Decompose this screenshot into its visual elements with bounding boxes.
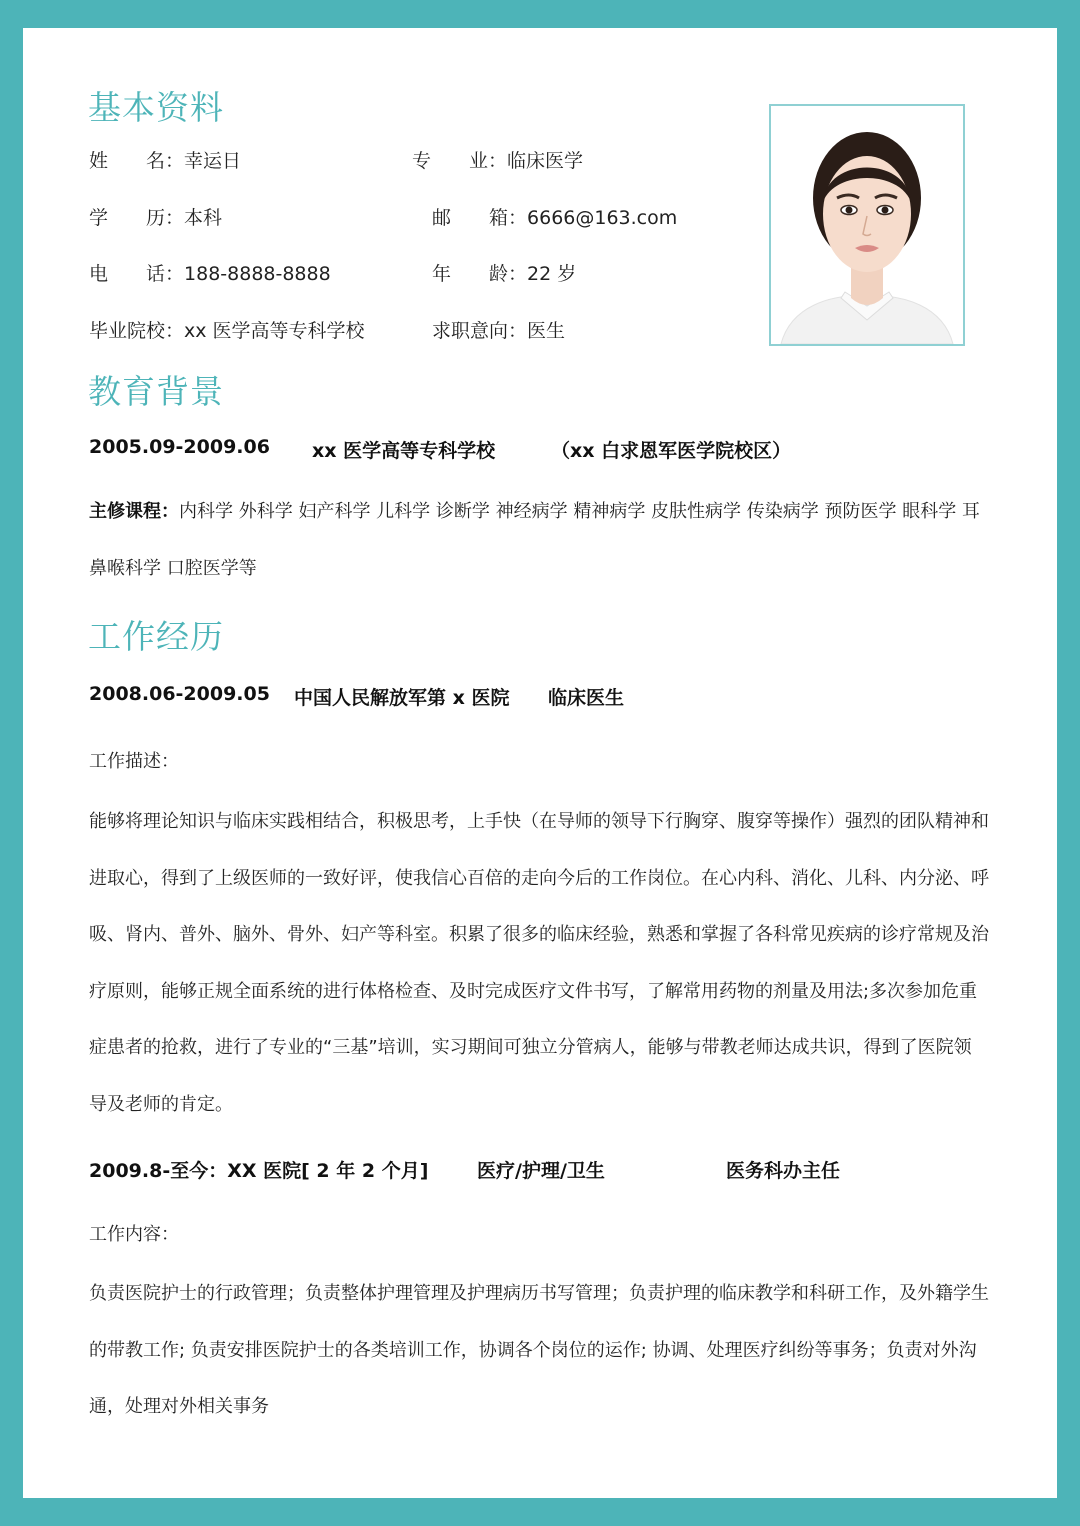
field-phone xyxy=(89,259,331,286)
field-label: 毕业院校： xyxy=(89,320,185,342)
section-title-education: 教育背景 xyxy=(88,372,224,411)
field-label: 年 龄： xyxy=(432,263,528,285)
field-value: 188-8888-8888 xyxy=(184,263,331,285)
portrait-icon xyxy=(771,106,963,344)
field-major xyxy=(412,146,583,173)
field-value: xx 医学高等专科学校 xyxy=(184,320,365,342)
field-label: 邮 箱： xyxy=(432,207,528,229)
field-value: 医生 xyxy=(527,320,566,342)
field-label: 专 业： xyxy=(412,150,508,172)
education-school: xx 医学高等专科学校 xyxy=(312,440,496,462)
field-label: 姓 名： xyxy=(89,150,185,172)
resume-page xyxy=(23,28,1057,1498)
field-label: 电 话： xyxy=(89,263,185,285)
job-org: 医疗/护理/卫生 xyxy=(477,1160,605,1182)
field-value: 22 岁 xyxy=(527,263,577,285)
job-desc-label: 工作内容： xyxy=(89,1224,179,1245)
job-desc-text: 能够将理论知识与临床实践相结合，积极思考，上手快（在导师的领导下行胸穿、腹穿等操作）强烈的团队精神和进取心，得到了上级医师的一致好评，使我信心百倍的走向今后的工作岗位。在心内科、消化、儿科、内分泌、呼吸、肾内、普外、脑外、骨外、妇产等科室。积累了很多的临床经验，熟悉和掌握了各科常见疾病的诊疗常规及治疗原则，能够正规全面系统的进行体格检查、及时完成医疗文件书写，了解常用药物的剂量及用法;多次参加危重症患者的抢救，进行了专业的“三基”培训，实习期间可独立分管病人，能够与带教老师达成共识，得到了医院领导及老师的肯定。 xyxy=(89,811,989,1115)
field-objective xyxy=(432,316,565,343)
field-value: 6666@163.com xyxy=(527,207,678,229)
field-name xyxy=(89,146,241,173)
section-title-work: 工作经历 xyxy=(88,617,224,656)
field-label: 求职意向： xyxy=(432,320,528,342)
courses-label: 主修课程： xyxy=(89,501,179,522)
field-label: 学 历： xyxy=(89,207,185,229)
job-desc-text: 负责医院护士的行政管理；负责整体护理管理及护理病历书写管理；负责护理的临床教学和科研工作，及外籍学生的带教工作; 负责安排医院护士的各类培训工作，协调各个岗位的运作; 协调、处理医疗纠纷等事务；负责对外沟通，处理对外相关事务 xyxy=(89,1283,989,1417)
job-period: 2009.8-至今：XX 医院[ 2 年 2 个月] xyxy=(89,1160,429,1182)
courses-text: 内科学 外科学 妇产科学 儿科学 诊断学 神经病学 精神病学 皮肤性病学 传染病学 预防医学 眼科学 耳鼻喉科学 口腔医学等 xyxy=(89,501,980,579)
field-value: 本科 xyxy=(184,207,223,229)
education-campus: （xx 白求恩军医学院校区） xyxy=(551,440,792,462)
job-role: 临床医生 xyxy=(548,687,625,709)
job-period: 2008.06-2009.05 xyxy=(89,683,270,705)
education-period: 2005.09-2009.06 xyxy=(89,436,270,458)
education-courses xyxy=(89,484,989,597)
job-desc-label: 工作描述： xyxy=(89,751,179,772)
section-title-basic: 基本资料 xyxy=(88,88,224,127)
field-degree xyxy=(89,203,222,230)
job-role: 医务科办主任 xyxy=(726,1160,841,1182)
portrait-photo xyxy=(769,104,965,346)
field-value: 幸运日 xyxy=(184,150,242,172)
field-email xyxy=(432,203,677,230)
field-school xyxy=(89,316,365,343)
field-age xyxy=(432,259,576,286)
job-org: 中国人民解放军第 x 医院 xyxy=(294,687,510,709)
field-value: 临床医学 xyxy=(507,150,584,172)
